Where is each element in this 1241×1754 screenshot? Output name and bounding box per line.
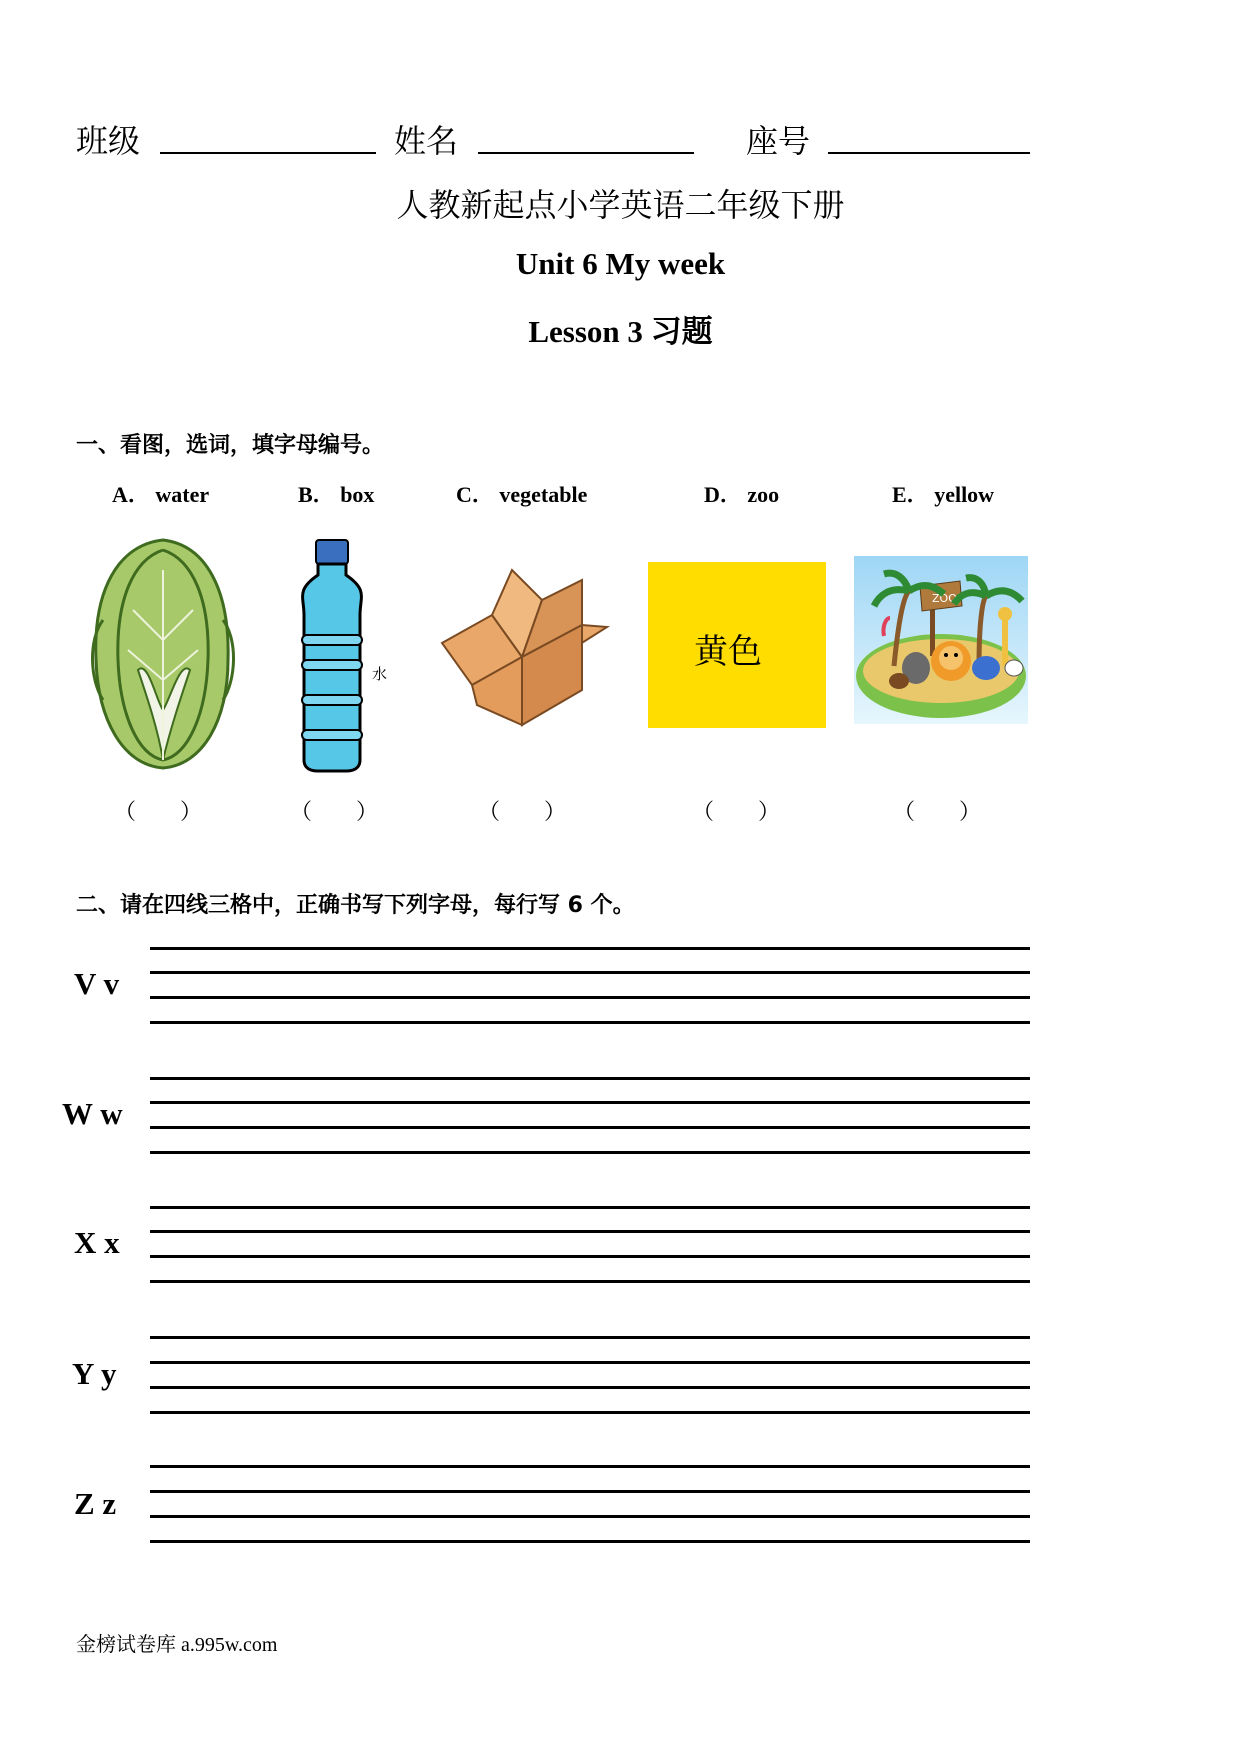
writing-line[interactable]: [150, 1101, 1030, 1104]
answer-blank-3[interactable]: （ ）: [478, 800, 567, 825]
letter-row-label: X x: [74, 1225, 120, 1260]
option-e: [892, 478, 994, 509]
option-e-letter: E．: [892, 482, 929, 507]
writing-line[interactable]: [150, 1151, 1030, 1154]
water-caption: 水: [372, 665, 388, 683]
seat-blank[interactable]: [828, 152, 1030, 154]
writing-line[interactable]: [150, 1021, 1030, 1024]
writing-line[interactable]: [150, 1490, 1030, 1493]
option-d-letter: D．: [704, 482, 742, 507]
writing-line[interactable]: [150, 971, 1030, 974]
writing-line[interactable]: [150, 1206, 1030, 1209]
yellow-caption: 黄色: [694, 632, 762, 672]
water-bottle-icon: [288, 535, 398, 775]
book-title: 人教新起点小学英语二年级下册: [396, 186, 845, 224]
name-label: 姓名: [394, 122, 459, 160]
letter-row-label: Z z: [74, 1486, 117, 1521]
answer-blank-2[interactable]: （ ）: [290, 800, 379, 825]
name-blank[interactable]: [478, 152, 694, 154]
writing-line[interactable]: [150, 1230, 1030, 1233]
option-a-letter: A．: [112, 482, 150, 507]
writing-line[interactable]: [150, 1280, 1030, 1283]
option-b: [298, 478, 374, 509]
writing-line[interactable]: [150, 996, 1030, 999]
writing-line[interactable]: [150, 947, 1030, 950]
option-c: [456, 478, 587, 509]
cabbage-icon: [78, 530, 248, 775]
footer-text: 金榜试卷库 a.995w.com: [76, 1634, 278, 1656]
zoo-sign-text: ZOO: [932, 592, 957, 605]
option-c-word: vegetable: [499, 482, 588, 507]
writing-line[interactable]: [150, 1336, 1030, 1339]
section1-heading: 一、看图，选词，填字母编号。: [76, 433, 385, 458]
class-label: 班级: [76, 122, 141, 160]
cardboard-box-icon: [432, 565, 612, 735]
answer-blank-4[interactable]: （ ）: [692, 800, 781, 825]
yellow-square-icon: [648, 562, 826, 728]
zoo-animals-icon: [854, 556, 1028, 724]
writing-line[interactable]: [150, 1515, 1030, 1518]
section2-heading: 二、请在四线三格中，正确书写下列字母，每行写 6 个。: [76, 893, 635, 918]
option-b-word: box: [340, 482, 375, 507]
option-e-word: yellow: [934, 482, 995, 507]
writing-line[interactable]: [150, 1386, 1030, 1389]
writing-line[interactable]: [150, 1361, 1030, 1364]
option-b-letter: B．: [298, 482, 335, 507]
answer-blank-5[interactable]: （ ）: [893, 800, 982, 825]
writing-line[interactable]: [150, 1540, 1030, 1543]
writing-line[interactable]: [150, 1077, 1030, 1080]
letter-row-label: W w: [62, 1096, 123, 1131]
writing-line[interactable]: [150, 1255, 1030, 1258]
seat-label: 座号: [746, 122, 811, 160]
option-a-word: water: [155, 482, 210, 507]
letter-row-label: Y y: [72, 1356, 117, 1391]
option-c-letter: C．: [456, 482, 494, 507]
writing-line[interactable]: [150, 1126, 1030, 1129]
option-a: [112, 478, 209, 509]
lesson-title: Lesson 3 习题: [528, 314, 713, 349]
answer-blank-1[interactable]: （ ）: [114, 800, 203, 825]
class-blank[interactable]: [160, 152, 376, 154]
letter-row-label: V v: [74, 966, 120, 1001]
writing-line[interactable]: [150, 1411, 1030, 1414]
option-d: [704, 478, 779, 509]
option-d-word: zoo: [747, 482, 780, 507]
writing-line[interactable]: [150, 1465, 1030, 1468]
unit-title: Unit 6 My week: [515, 246, 726, 281]
